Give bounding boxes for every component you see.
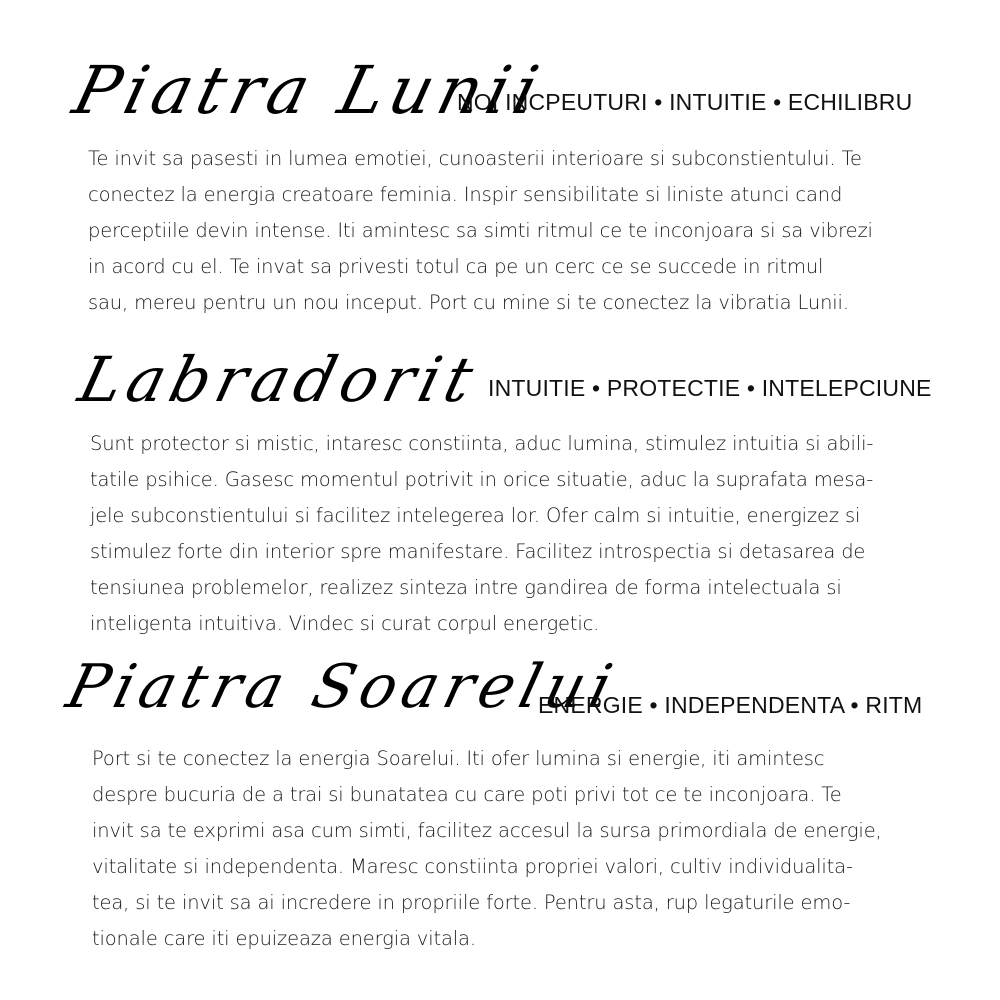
body-line: inteligenta intuitiva. Vindec si curat corpul energetic. [90,612,600,635]
body-line: tensiunea problemelor, realizez sinteza intre gandirea de forma intelectuala si [90,576,842,599]
section-keywords: INTUITIE • PROTECTIE • INTELEPCIUNE [488,375,932,401]
body-line: Sunt protector si mistic, intaresc constiinta, aduc lumina, stimulez intuitia si abili- [90,432,874,455]
body-line: conectez la energia creatoare feminia. Inspir sensibilitate si liniste atunci cand [88,183,843,206]
body-line: in acord cu el. Te invat sa privesti totul ca pe un cerc ce se succede in ritmul [88,255,824,278]
body-line: jele subconstientului si facilitez intelegerea lor. Ofer calm si intuitie, energizez si [90,504,861,527]
body-line: sau, mereu pentru un nou inceput. Port cu mine si te conectez la vibratia Lunii. [88,291,849,314]
body-line: tea, si te invit sa ai incredere in propriile forte. Pentru asta, rup legaturile emo- [92,891,851,914]
body-line: Port si te conectez la energia Soarelui. Iti ofer lumina si energie, iti amintesc [92,747,825,770]
section-title: Piatra Lunii [66,52,552,129]
body-line: despre bucuria de a trai si bunatatea cu care poti privi tot ce te inconjoara. Te [92,783,842,806]
body-line: invit sa te exprimi asa cum simti, facilitez accesul la sursa primordiala de energie, [92,819,882,842]
body-line: tatile psihice. Gasesc momentul potrivit in orice situatie, aduc la suprafata mesa- [90,468,874,491]
body-line: tionale care iti epuizeaza energia vitala. [92,927,476,950]
body-line: vitalitate si independenta. Maresc constiinta propriei valori, cultiv individualita- [92,855,853,878]
section-keywords: ENERGIE • INDEPENDENTA • RITM [538,692,923,718]
section-title: Piatra Soarelui [60,652,625,722]
section-title: Labradorit [72,343,487,416]
section-keywords: NOI INCPEUTURI • INTUITIE • ECHILIBRU [457,89,913,115]
body-line: stimulez forte din interior spre manifestare. Facilitez introspectia si detasarea de [90,540,866,563]
body-line: Te invit sa pasesti in lumea emotiei, cunoasterii interioare si subconstientului. Te [88,147,862,170]
body-line: perceptiile devin intense. Iti amintesc sa simti ritmul ce te inconjoara si sa vibrezi [88,219,873,242]
